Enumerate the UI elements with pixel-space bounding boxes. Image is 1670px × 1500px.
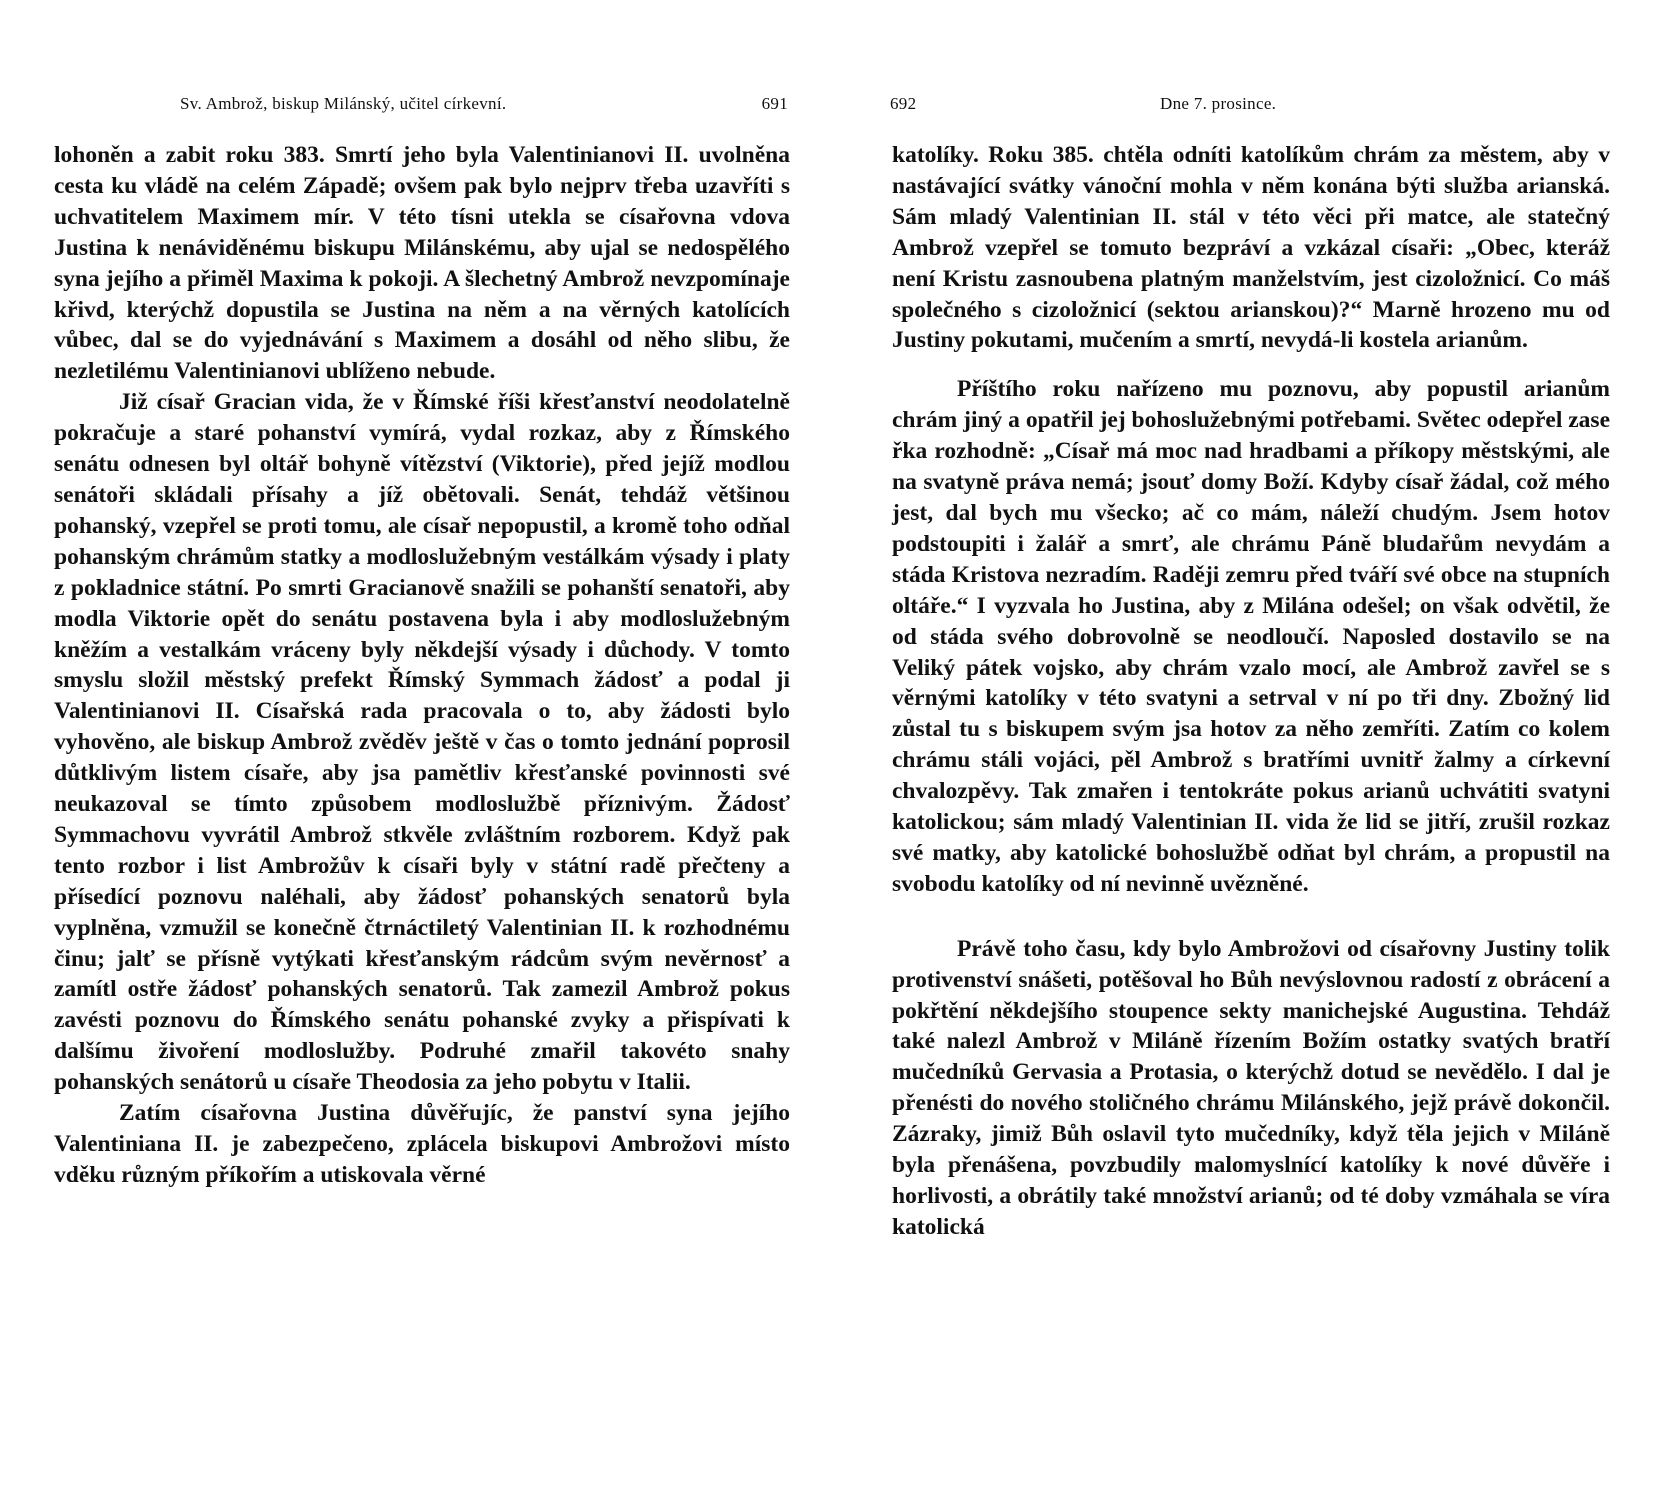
- right-page: [835, 0, 1670, 1500]
- paragraph: Již císař Gracian vida, že v Římské říši křesťanství neodolatelně pokračuje a staré pohanství vymírá, vydal rozkaz, aby z Římského senátu odnesen byl oltář bohyně vítězství (Viktorie), před jejíž modlou senátoři skládali přísahy a jíž obětovali. Senát, tehdáž většinou pohanský, vzepřel se proti tomu, ale císař nepopustil, a kromě toho odňal pohanským chrámům statky a modloslužebným vestálkám výsady i platy z pokladnice státní. Po smrti Gracianově snažili se pohanští senatoři, aby modla Viktorie opět do senátu postavena byla i aby modloslužebným kněžím a vestalkám vráceny byly někdejší výsady i důchody. V tomto smyslu složil městský prefekt Římský Symmach žádosť a podal ji Valentinianovi II. Císařská rada pracovala o to, aby žádosti bylo vyhověno, ale biskup Ambrož zvěděv ještě v čas o tomto jednání poprosil důtklivým listem císaře, aby jsa pamětliv křesťanské povinnosti své neukazoval se tímto způsobem modloslužbě příznivým. Žádosť Symmachovu vyvrátil Ambrož stkvěle zvláštním rozborem. Když pak tento rozbor i list Ambrožův k císaři byly v státní radě přečteny a přísedící poznovu naléhali, aby žádosť pohanských senatorů byla vyplněna, vzmužil se konečně čtrnáctiletý Valentinian II. k rozhodnému činu; jalť se přísně vytýkati křesťanským rádcům svým nevěrnosť a zamítl ostře žádosť pohanských senatorů. Tak zamezil Ambrož pokus zavésti poznovu do Římského senátu pohanské zvyky a přispívati k dalšímu živoření modloslužby. Podruhé zmařil takovéto snahy pohanských senátorů u císaře Theodosia za jeho pobytu v Italii.: [54, 389, 790, 1096]
- page-number: 691: [761, 94, 788, 113]
- paragraph: Zatím císařovna Justina důvěřujíc, že panství syna jejího Valentiniana II. je zabezpečeno, zplácela biskupovi Ambrožovi místo vděku různým příkořím a utiskovala věrné: [54, 1100, 790, 1188]
- paragraph: katolíky. Roku 385. chtěla odníti katolíkům chrám za městem, aby v nastávající svátky vánoční mohla v něm konána býti služba arianská. Sám mladý Valentinian II. stál v této věci při matce, ale statečný Ambrož vzepřel se tomuto bezpráví a vzkázal císaři: „Obec, kteráž není Kristu zasnoubena platným manželstvím, jest cizoložnicí. Co máš společného s cizoložnicí (sektou arianskou)?“ Marně hrozeno mu od Justiny pokutami, mučením a smrtí, nevydá-li kostela arianům.: [892, 142, 1610, 354]
- left-page-header: [60, 94, 788, 124]
- left-page-body: [54, 140, 790, 1191]
- running-title: Sv. Ambrož, biskup Milánský, učitel církevní.: [180, 94, 507, 113]
- right-page-body: [892, 140, 1610, 1243]
- paragraph: Právě toho času, kdy bylo Ambrožovi od císařovny Justiny tolik protivenství snášeti, potěšoval ho Bůh nevýslovnou radostí z obrácení a pokřtění někdejšího stoupence sekty manichejské Augustina. Tehdáž také nalezl Ambrož v Miláně řízením Božím ostatky svatých bratří mučedníků Gervasia a Protasia, o kterýchž dotud se nevědělo. I dal je přenésti do nového stoličného chrámu Milánského, jejž právě dokončil. Zázraky, jimiž Bůh oslavil tyto mučedníky, když těla jejich v Miláně byla přenášena, povzbudily malomyslnící katolíky k nové důvěře i horlivosti, a obrátily také množství arianů; od té doby vzmáhala se víra katolická: [892, 935, 1610, 1240]
- right-page-header: [890, 94, 1608, 124]
- page-number: 692: [890, 94, 917, 113]
- paragraph: lohoněn a zabit roku 383. Smrtí jeho byla Valentinianovi II. uvolněna cesta ku vládě na celém Západě; ovšem pak bylo nejprv třeba uzavříti s uchvatitelem Maximem mír. V této tísni utekla se císařovna vdova Justina k nenáviděnému biskupu Milánskému, aby ujal se nedospělého syna jejího a přiměl Maxima k pokoji. A šlechetný Ambrož nevzpomínaje křivd, kterýchž dopustila se Justina na něm a na věrných katolících vůbec, dal se do vyjednávání s Maximem a dosáhl od něho slibu, že nezletilému Valentinianovi ublíženo nebude.: [54, 142, 790, 385]
- running-title: Dne 7. prosince.: [1160, 94, 1277, 113]
- paragraph: Příštího roku nařízeno mu poznovu, aby popustil arianům chrám jiný a opatřil jej bohoslužebnými potřebami. Světec odepřel zase řka rozhodně: „Císař má moc nad hradbami a příkopy městskými, ale na svatyně práva nemá; jsouť domy Boží. Kdyby císař žádal, což mého jest, dal bych mu všecko; ač co mám, náleží chudým. Jsem hotov podstoupiti i žalář a smrť, ale chrámu Páně bludařům nevydám a stáda Kristova nezradím. Raději zemru před tváří své obce na stupních oltáře.“ I vyzvala ho Justina, aby z Milána odešel; on však odvětil, že od stáda svého dobrovolně se neodloučí. Naposled dostavilo se na Veliký pátek vojsko, aby chrám vzalo mocí, ale Ambrož zavřel se s věrnými katolíky v této svatyni a setrval v ní po tři dny. Zbožný lid zůstal tu s biskupem svým jsa hotov za něho zemříti. Zatím co kolem chrámu stáli vojáci, pěl Ambrož s bratřími uvnitř žalmy a církevní chvalozpěvy. Tak zmařen i tentokráte pokus arianů uchvátiti svatyni katolickou; sám mladý Valentinian II. vida že lid se jitří, zrušil rozkaz své matky, aby katolické bohoslužbě odňat byl chrám, a propustil na svobodu katolíky od ní nevinně uvězněné.: [892, 376, 1610, 897]
